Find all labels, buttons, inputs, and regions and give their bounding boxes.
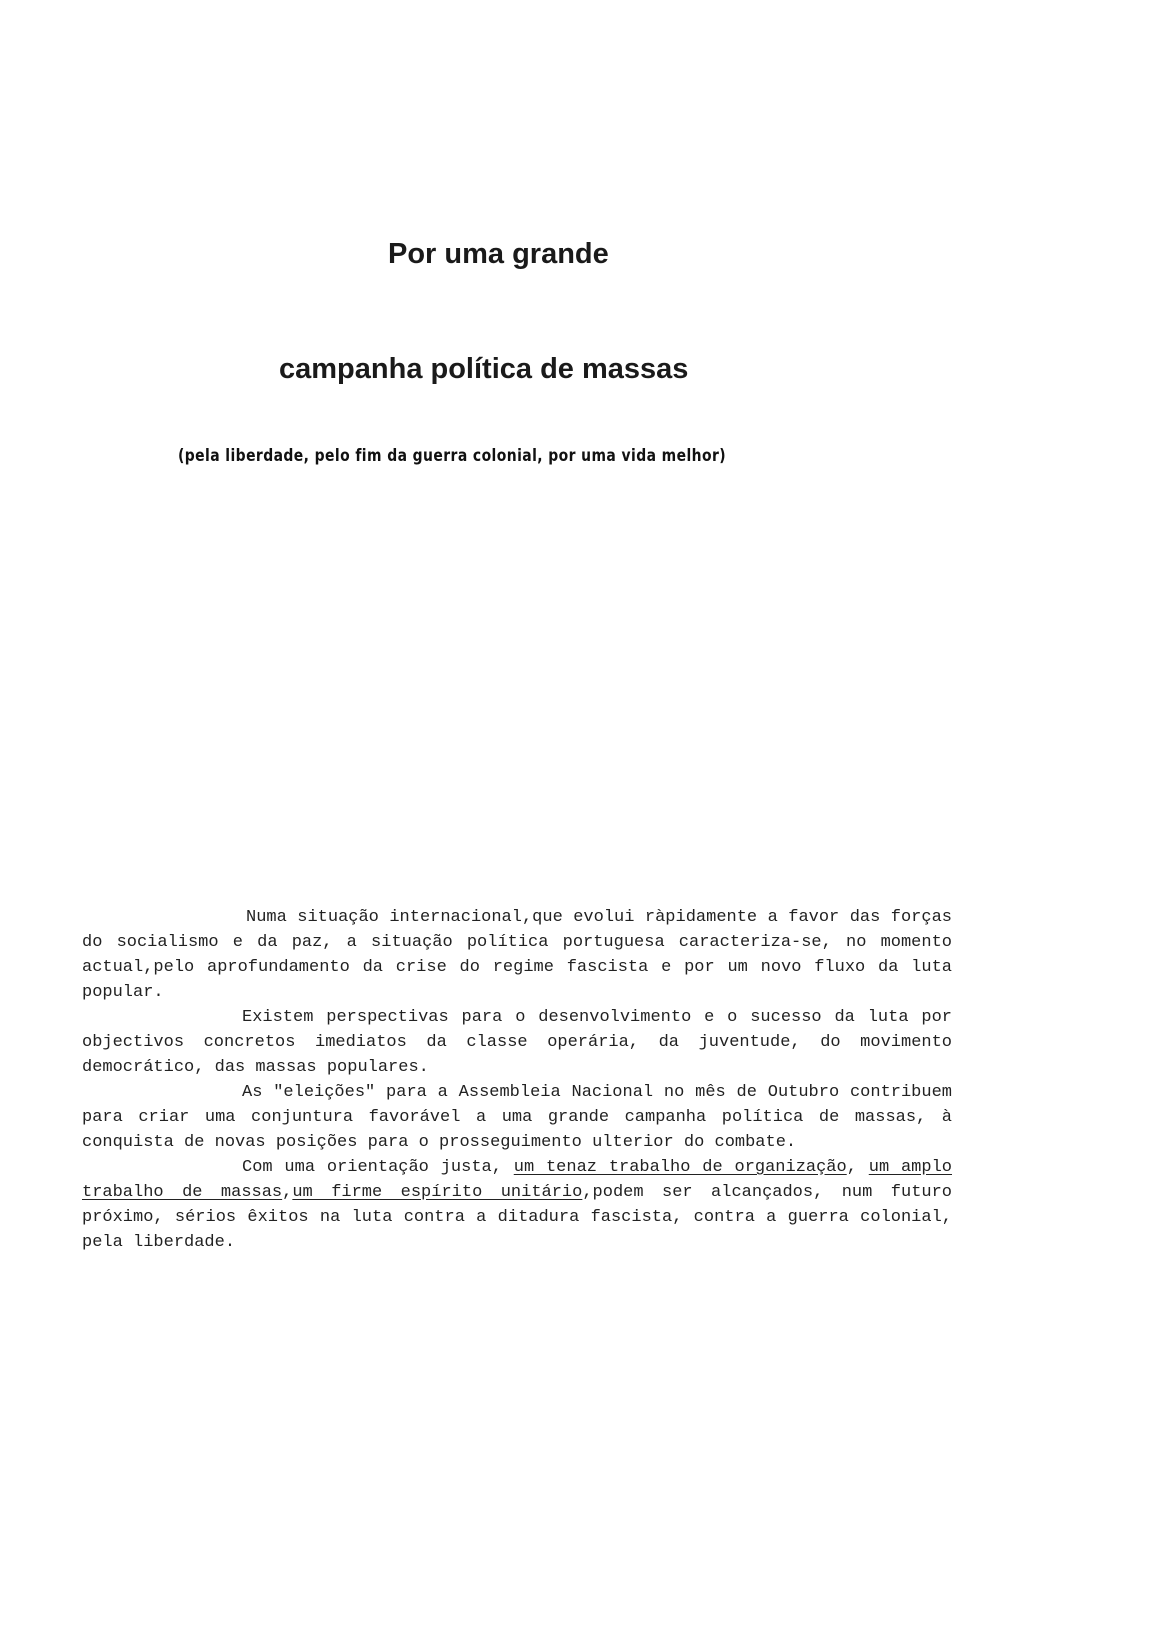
paragraph-4-text: Com uma orientação justa,: [242, 1158, 514, 1177]
body-text: [82, 905, 952, 1255]
underlined-phrase-organization: um tenaz trabalho de organização: [513, 1158, 847, 1177]
page-subtitle: (pela liberdade, pelo fim da guerra colonial, por uma vida melhor): [178, 446, 727, 466]
paragraph-1: Numa situação internacional,que evolui ràpidamente a favor das forças do socialismo e da paz, a situação política portuguesa caracteriza-se, no momento actual,pelo aprofundamento da crise do regime fascista e por um novo fluxo da luta popular.: [82, 908, 952, 1002]
paragraph-3: As "eleições" para a Assembleia Nacional no mês de Outubro contribuem para criar uma conjuntura favorável a uma grande campanha política de massas, à conquista de novas posições para o prosseguimento ulterior do combate.: [82, 1083, 952, 1152]
paragraph-2: Existem perspectivas para o desenvolvimento e o sucesso da luta por objectivos concretos imediatos da classe operária, da juventude, do movimento democrático, das massas populares.: [82, 1008, 952, 1077]
page-title-line-2: campanha política de massas: [279, 353, 689, 385]
paragraph-4: [82, 1155, 952, 1255]
paragraph-4-text: ,podem ser alcançados, num futuro próximo, sérios êxitos na luta contra a ditadura fascista, contra a guerra colonial, pela liberdade.: [82, 1183, 952, 1252]
underlined-phrase-masses: um amplo trabalho de massas: [82, 1158, 952, 1202]
underlined-phrase-unity: um firme espírito unitário: [292, 1183, 583, 1202]
page-title-line-1: Por uma grande: [388, 238, 609, 270]
paragraph-4-text: ,: [846, 1158, 869, 1177]
paragraph-4-text: ,: [282, 1183, 293, 1202]
